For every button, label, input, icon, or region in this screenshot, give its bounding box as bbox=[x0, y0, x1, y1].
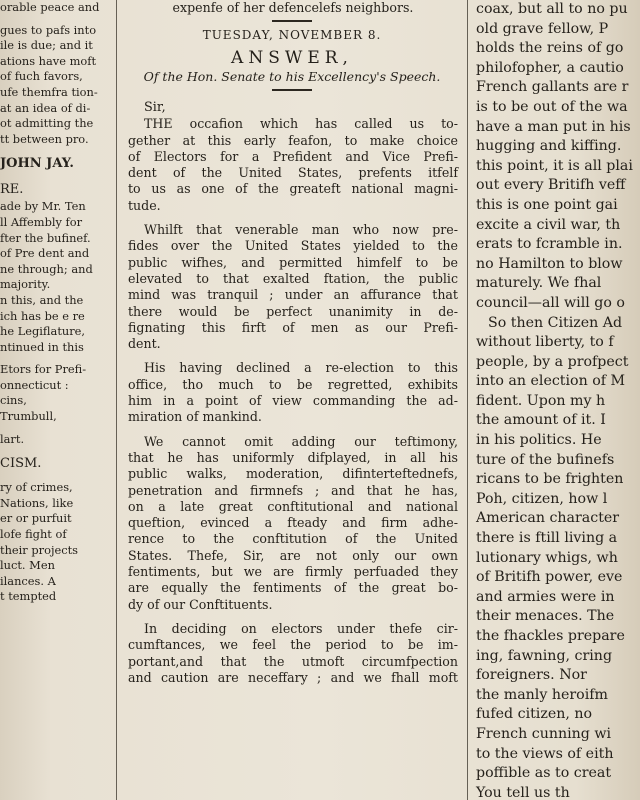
left-text-line bbox=[0, 425, 112, 432]
right-text-line: no Hamilton to blow bbox=[476, 255, 623, 272]
paragraph bbox=[122, 621, 462, 686]
paragraph-line: and caution are neceffary ; and we fhall moft bbox=[128, 669, 458, 685]
left-text-line: Trumbull, bbox=[0, 409, 57, 424]
left-text-line: Etors for Prefi- bbox=[0, 362, 87, 377]
dateline: TUESDAY, NOVEMBER 8. bbox=[202, 28, 382, 43]
paragraph-line: gether at this early feafon, to make choice bbox=[128, 132, 458, 148]
paragraph bbox=[122, 222, 462, 352]
right-text-line: have a man put in his bbox=[476, 118, 631, 135]
right-text-line: without liberty, to f bbox=[476, 334, 614, 351]
left-text-line: their projects bbox=[0, 542, 79, 557]
right-text-line: this point, it is all plai bbox=[476, 157, 633, 174]
paragraph-gap bbox=[122, 214, 462, 222]
left-text-line: of fuch favors, bbox=[0, 69, 83, 84]
paragraph-line: on a late great conftitutional and national bbox=[128, 498, 458, 514]
left-text-line: er or purfuit bbox=[0, 511, 72, 526]
right-text-line: fident. Upon my h bbox=[476, 392, 606, 409]
right-text-line: American character bbox=[476, 510, 620, 527]
title-rule bbox=[272, 89, 312, 91]
left-text-line: RE. bbox=[0, 182, 24, 198]
separator-rule bbox=[272, 20, 312, 22]
left-text-line: gues to pafs into bbox=[0, 22, 97, 37]
paragraph-line: THE occafion which has called us to- bbox=[144, 116, 458, 132]
right-text-line: So then Citizen Ad bbox=[488, 314, 623, 331]
left-text-line: Nations, like bbox=[0, 495, 74, 510]
right-text-line: the fhackles prepare bbox=[476, 628, 625, 644]
right-text-line: and armies were in bbox=[476, 588, 615, 605]
paragraph-line: States. Thefe, Sir, are not only our own bbox=[128, 547, 458, 563]
left-column bbox=[0, 0, 112, 800]
right-text-line: into an election of M bbox=[476, 373, 626, 390]
left-text-line: lart. bbox=[0, 431, 25, 446]
right-text-line: lutionary whigs, wh bbox=[476, 549, 618, 566]
right-text-line: French cunning wi bbox=[476, 725, 612, 742]
left-text-line: n this, and the bbox=[0, 292, 84, 307]
left-text-line: CISM. bbox=[0, 456, 42, 472]
right-text-line: there is ftill living a bbox=[476, 530, 618, 547]
article-title: ANSWER, bbox=[231, 48, 353, 69]
paragraph-line: of Electors for a Prefident and Vice Prefi- bbox=[128, 148, 458, 164]
article-body bbox=[122, 116, 462, 686]
right-text-line: excite a civil war, th bbox=[476, 216, 621, 233]
paragraph-line: dy of our Conftituents. bbox=[128, 596, 273, 612]
paragraph-gap bbox=[122, 426, 462, 434]
paragraph-line: elevated to that exalted ftation, the public bbox=[128, 270, 458, 286]
left-text-line: lofe fight of bbox=[0, 527, 67, 542]
left-text-line: cins, bbox=[0, 393, 27, 408]
paragraph-line: We cannot omit adding our teftimony, bbox=[144, 433, 458, 449]
paragraph-line: rence to the conftitution of the United bbox=[128, 531, 458, 547]
left-text-line bbox=[0, 473, 112, 480]
left-text-line: ne through; and bbox=[0, 261, 93, 276]
right-text-line: the amount of it. I bbox=[476, 412, 606, 429]
left-text-line: JOHN JAY. bbox=[0, 156, 74, 172]
left-text-line bbox=[0, 173, 112, 180]
paragraph-line: office, tho much to be regretted, exhibits bbox=[128, 376, 458, 392]
left-text-line: ich has be e re bbox=[0, 308, 85, 323]
paragraph-line: penetration and firmnefs ; and that he has, bbox=[128, 482, 458, 498]
right-text-line: the manly heroifm bbox=[476, 686, 608, 703]
paragraph-line: Whilft that venerable man who now pre- bbox=[144, 222, 458, 238]
right-text-line: is to be out of the wa bbox=[476, 98, 628, 115]
left-text-line: ile is due; and it bbox=[0, 38, 93, 53]
right-text-line: philofopher, a cautio bbox=[476, 59, 624, 76]
right-text-line: You tell us th bbox=[476, 784, 570, 800]
paragraph-line: fignating this firft of men as our Prefi- bbox=[128, 319, 458, 335]
paragraph-line: His having declined a re-election to this bbox=[144, 360, 458, 376]
paragraph-line: that he has uniformly difplayed, in all his bbox=[128, 449, 458, 465]
paragraph-line: him in a point of view commanding the ad- bbox=[128, 393, 458, 409]
paragraph-line: fentiments, but we are firmly perfuaded they bbox=[128, 564, 458, 580]
right-text-line: out every Britifh veff bbox=[476, 177, 626, 194]
right-text-line: ture of the bufinefs bbox=[476, 451, 615, 468]
left-text-line: ations have moft bbox=[0, 53, 97, 68]
paragraph-line: tude. bbox=[128, 197, 161, 213]
right-text-line: of Britifh power, eve bbox=[476, 569, 623, 586]
right-text-line: in his politics. He bbox=[476, 432, 602, 449]
left-text-line: ilances. A bbox=[0, 573, 56, 588]
right-text-line: fufed citizen, no bbox=[476, 706, 593, 723]
left-text-line bbox=[0, 447, 112, 454]
paragraph-gap bbox=[122, 352, 462, 360]
paragraph-line: cumftances, we feel the period to be im- bbox=[128, 637, 458, 653]
paragraph-line: to us as one of the greateft national magni- bbox=[128, 181, 458, 197]
paragraph-gap bbox=[122, 613, 462, 621]
left-text-line: ll Affembly for bbox=[0, 214, 83, 229]
left-text-line: ot admitting the bbox=[0, 116, 94, 131]
paragraph-line: there would be perfect unanimity in de- bbox=[128, 303, 458, 319]
article-subtitle: Of the Hon. Senate to his Excellency's Speech. bbox=[143, 69, 441, 85]
paragraph bbox=[122, 360, 462, 425]
paragraph bbox=[122, 116, 462, 214]
left-text-line: at an idea of di- bbox=[0, 100, 91, 115]
paragraph-line: portant,and that the utmoft circumfpection bbox=[128, 653, 458, 669]
column-rule-right bbox=[467, 0, 468, 800]
right-text-line: coax, but all to no pu bbox=[476, 1, 628, 17]
right-text-line: ricans to be frighten bbox=[476, 471, 624, 488]
right-text-line: maturely. We fhal bbox=[476, 275, 602, 292]
paragraph-line: miration of mankind. bbox=[128, 409, 262, 425]
left-text-line: ufe themfra tion- bbox=[0, 84, 98, 99]
paragraph-line: fides over the United States yielded to the bbox=[128, 238, 458, 254]
paragraph-line: In deciding on electors under thefe cir- bbox=[144, 620, 458, 636]
right-text-line: Poh, citizen, how l bbox=[476, 490, 608, 507]
right-text-line: poffible as to creat bbox=[476, 765, 612, 782]
right-text-line: hugging and kiffing. bbox=[476, 138, 622, 155]
middle-top-line: expenfe of her defencelefs neighbors. bbox=[172, 0, 414, 15]
right-text-line: to the views of eith bbox=[476, 745, 614, 762]
paragraph-line: are equally the fentiments of the great bo- bbox=[128, 580, 458, 596]
left-text-line: of Pre dent and bbox=[0, 246, 90, 261]
salutation: Sir, bbox=[144, 100, 166, 116]
paragraph-line: dent of the United States, prefents itfelf bbox=[128, 165, 458, 181]
left-text-line: orable peace and bbox=[0, 0, 100, 14]
paragraph-line: public wifhes, and permitted himfelf to be bbox=[128, 254, 458, 270]
left-text-line: tt between pro. bbox=[0, 131, 89, 146]
left-text-line: onnecticut : bbox=[0, 377, 69, 392]
right-text-line: old grave fellow, P bbox=[476, 20, 609, 37]
left-text-line: he Legiflature, bbox=[0, 324, 86, 339]
left-text-line: luct. Men bbox=[0, 558, 55, 573]
left-text-line bbox=[0, 355, 112, 362]
column-rule-left bbox=[116, 0, 117, 800]
right-text-line: French gallants are r bbox=[476, 79, 629, 96]
right-text-line: erats to fcramble in. bbox=[476, 236, 623, 253]
left-text-line: fter the bufinef. bbox=[0, 230, 91, 245]
right-text-line: council—all will go o bbox=[476, 294, 625, 311]
left-text-line: ry of crimes, bbox=[0, 480, 73, 495]
left-text-line bbox=[0, 147, 112, 154]
right-text-line: ing, fawning, cring bbox=[476, 647, 613, 664]
left-text-line: majority. bbox=[0, 277, 51, 292]
paragraph bbox=[122, 434, 462, 613]
right-text-line: foreigners. Nor bbox=[476, 667, 587, 684]
right-text-line: holds the reins of go bbox=[476, 40, 624, 57]
right-text-line: people, by a profpect bbox=[476, 353, 629, 370]
left-text-line: t tempted bbox=[0, 589, 57, 604]
left-text-line: ade by Mr. Ten bbox=[0, 199, 86, 214]
paragraph-line: mind was tranquil ; under an affurance that bbox=[128, 287, 458, 303]
right-text-line: their menaces. The bbox=[476, 608, 615, 625]
middle-column bbox=[122, 0, 462, 800]
paragraph-line: public walks, moderation, difinterteftednefs, bbox=[128, 466, 458, 482]
left-text-line bbox=[0, 16, 112, 23]
right-column bbox=[474, 0, 640, 800]
paragraph-line: queftion, evinced a fteady and firm adhe- bbox=[128, 515, 458, 531]
right-text-line: this is one point gai bbox=[476, 196, 618, 213]
paragraph-line: dent. bbox=[128, 336, 161, 352]
left-text-line: ntinued in this bbox=[0, 339, 84, 354]
